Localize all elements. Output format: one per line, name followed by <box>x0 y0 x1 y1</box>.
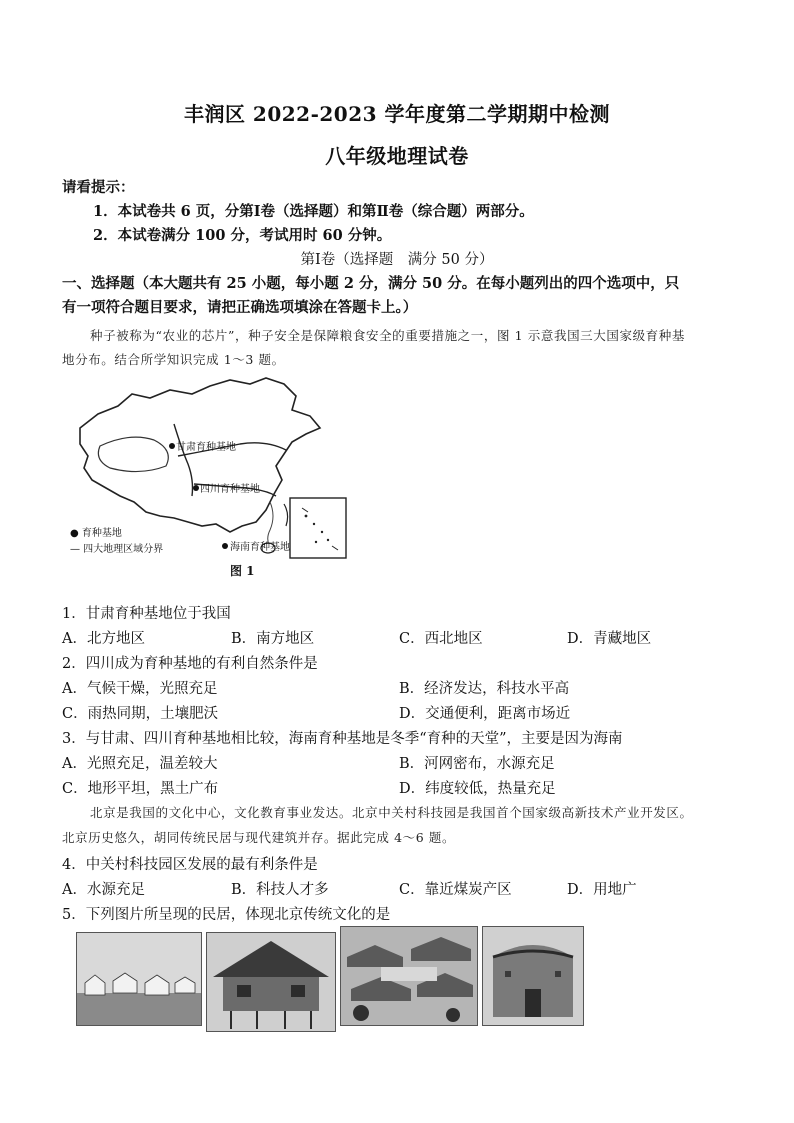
q2-option-d: D．交通便利，距离市场近 <box>399 706 571 722</box>
exam-title: 丰润区 2022-2023 学年度第二学期期中检测 <box>183 102 611 126</box>
gansu-base-dot <box>169 443 175 449</box>
photo-courtyard <box>340 926 478 1026</box>
q2-option-a: A．气候干燥，光照充足 <box>62 681 218 697</box>
passage1-line1: 种子被称为“农业的芯片”，种子安全是保障粮食安全的重要措施之一，图 1 示意我国三大国家级育种基 <box>90 328 685 343</box>
q1-option-c: C．西北地区 <box>399 631 483 647</box>
q1-option-d: D．青藏地区 <box>567 631 652 647</box>
label-hainan-base: 海南育种基地 <box>230 542 290 553</box>
hainan-base-dot <box>222 543 228 549</box>
q3-option-d: D．纬度较低，热量充足 <box>399 781 556 797</box>
photo-stilt-house <box>206 932 336 1032</box>
part1-instruction-1: 一、选择题（本大题共有 25 小题，每小题 2 分，满分 50 分。在每小题列出的四个选项中，只 <box>62 275 680 292</box>
q4-option-c: C．靠近煤炭产区 <box>399 882 512 898</box>
q4-stem: 4．中关村科技园区发展的最有利条件是 <box>62 857 318 873</box>
label-sichuan-base: 四川育种基地 <box>200 484 260 495</box>
legend-boundary: — 四大地理区域分界 <box>70 544 164 555</box>
figure1-caption: 图 1 <box>230 564 255 578</box>
q3-option-c: C．地形平坦，黑土广布 <box>62 781 219 797</box>
q2-option-c: C．雨热同期，土壤肥沃 <box>62 706 219 722</box>
china-outline <box>80 378 320 532</box>
legend-base: ● 育种基地 <box>70 528 122 539</box>
label-gansu-base: 甘肃育种基地 <box>176 442 236 453</box>
notice-heading: 请看提示： <box>62 179 135 196</box>
q1-option-b: B．南方地区 <box>231 631 315 647</box>
passage1-line2: 地分布。结合所学知识完成 1～3 题。 <box>62 352 285 367</box>
q4-option-b: B．科技人才多 <box>231 882 329 898</box>
photo-tulou <box>482 926 584 1026</box>
exam-subtitle: 八年级地理试卷 <box>325 144 469 168</box>
sichuan-base-dot <box>193 485 199 491</box>
q3-option-b: B．河网密布，水源充足 <box>399 756 555 772</box>
q1-option-a: A．北方地区 <box>62 631 145 647</box>
q5-stem: 5．下列图片所呈现的民居，体现北京传统文化的是 <box>62 907 391 923</box>
taiwan-island <box>284 504 288 526</box>
q2-stem: 2．四川成为育种基地的有利自然条件是 <box>62 656 318 672</box>
q4-option-d: D．用地广 <box>567 882 637 898</box>
q4-option-a: A．水源充足 <box>62 882 145 898</box>
south-sea-inset <box>290 498 346 558</box>
notice-item-2: 2．本试卷满分 100 分，考试用时 60 分钟。 <box>93 227 392 244</box>
photo-yurts <box>76 932 202 1026</box>
passage2-line2: 北京历史悠久，胡同传统民居与现代建筑并存。据此完成 4～6 题。 <box>62 830 456 845</box>
q3-stem: 3．与甘肃、四川育种基地相比较，海南育种基地是冬季“育种的天堂”，主要是因为海南 <box>62 731 623 747</box>
part1-title: 第Ⅰ卷（选择题 满分 50 分） <box>300 252 494 268</box>
q2-option-b: B．经济发达，科技水平高 <box>399 681 570 697</box>
figure1-map <box>70 376 360 582</box>
q3-option-a: A．光照充足，温差较大 <box>62 756 218 772</box>
passage2-line1: 北京是我国的文化中心，文化教育事业发达。北京中关村科技园是我国首个国家级高新技术产业开发区。 <box>90 805 693 820</box>
notice-item-1: 1．本试卷共 6 页，分第Ⅰ卷（选择题）和第Ⅱ卷（综合题）两部分。 <box>93 203 534 220</box>
part1-instruction-2: 有一项符合题目要求，请把正确选项填涂在答题卡上。） <box>62 299 418 316</box>
q1-stem: 1．甘肃育种基地位于我国 <box>62 606 231 622</box>
